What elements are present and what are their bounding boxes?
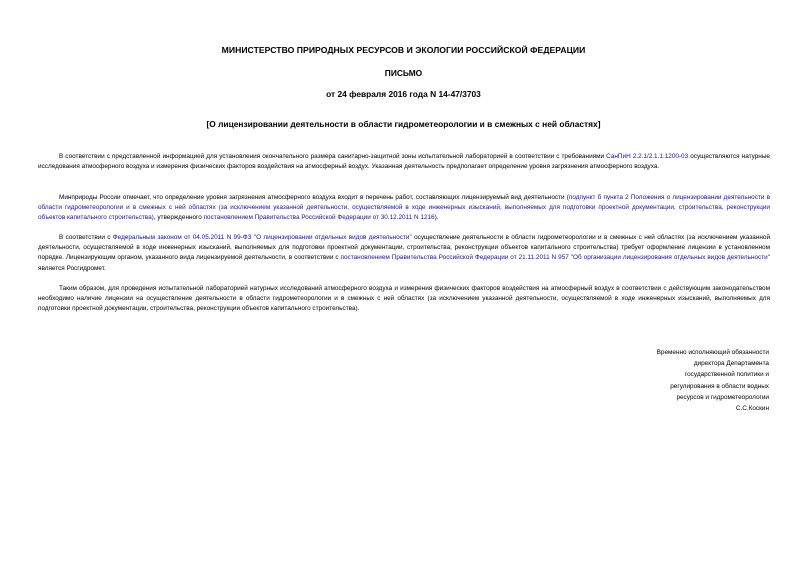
link-government-decree-1216[interactable]: постановлением Правительства Российской Федерации от 30.12.2011 N 1216	[203, 214, 435, 222]
paragraph-4-text: Таким образом, для проведения испытательной лабораторией натурных исследований атмосферного воздуха и измерения физических факторов воздействия на атмосферный воздух в соответствии с действующим законодательством необходимо наличие лицензии на осуществление деятельности в области гидрометеорологии и в смежных с ней областях (за исключением указанной деятельности, осуществляемой в ходе инженерных изысканий, выполняемых для подготовки проектной документации, строительства, реконструкции объектов капитального строительства).	[38, 285, 770, 313]
signature-line: государственной политики и	[684, 371, 769, 379]
link-government-decree-957[interactable]: постановлением Правительства Российской Федерации от 21.11.2011 N 957 "Об организации лицензирования отдельных видов деятельности"	[340, 254, 770, 262]
paragraph-1-text-b: осуществляются натурные исследования атмосферного воздуха и измерения физических факторов воздействия на атмосферный воздух. Указанная деятельность предполагает определение уровня загрязнения атмосферного воздуха.	[38, 153, 770, 171]
link-regulation-subpoint[interactable]: подпункт б пункта 2 Положения о лицензировании деятельности в области гидрометеорологии и в смежных с ней областях (за исключением указанной деятельности, осуществляемой в ходе инженерных изысканий, выполняемых для подготовки проектной документации, строительства, реконструкции объектов капитального строительства)	[38, 194, 770, 222]
paragraph-2-text-a: Минприроды России отмечает, что определение уровня загрязнения атмосферного воздуха входит в перечень работ, составляющих лицензируемый вид деятельности (	[59, 194, 569, 201]
signature-line: регулирования в области водных	[670, 382, 769, 390]
document-type-heading: ПИСЬМО	[384, 68, 423, 78]
ministry-heading: МИНИСТЕРСТВО ПРИРОДНЫХ РЕСУРСОВ И ЭКОЛОГИИ РОССИЙСКОЙ ФЕДЕРАЦИИ	[221, 45, 586, 55]
signature-line: Временно исполняющий обязанности	[656, 349, 769, 356]
paragraph-2	[38, 193, 770, 224]
paragraph-3-text-c: является Росгидромет.	[38, 264, 106, 272]
link-federal-law-99fz[interactable]: Федеральным законом от 04.05.2011 N 99-ФЗ "О лицензировании отдельных видов деятельности"	[112, 234, 412, 241]
document-date-number: от 24 февраля 2016 года N 14-47/3703	[326, 89, 481, 99]
signature-line: ресурсов и гидрометеорологии	[676, 393, 769, 401]
paragraph-3-text-a: В соответствии с	[59, 234, 113, 241]
signature-line: директора Департамента	[693, 360, 769, 368]
paragraph-3-text-b: осуществление деятельности в области гидрометеорологии и в смежных с ней областях (за исключением указанной деятельности, осуществляемой в ходе инженерных изысканий, выполняемых для подготовки проектной документации, строительства, реконструкции объектов капитального строительства) требует оформление лицензии в установленном порядке. Лицензирующим органом, указанного вида лицензируемой деятельности, в соответствии с	[38, 234, 771, 262]
paragraph-2-text-c: ).	[434, 214, 439, 222]
paragraph-2-text-b: , утвержденного	[153, 214, 204, 222]
paragraph-1-text-a: В соответствии с представленной информацией для установления окончательного размера санитарно-защитной зоны испытательной лабораторией в соответствии с требованиями	[59, 153, 607, 160]
paragraph-4	[38, 284, 770, 315]
document-subject: [О лицензировании деятельности в области гидрометеорологии и в смежных с ней областях]	[206, 119, 601, 129]
paragraph-1	[38, 152, 770, 172]
paragraph-3	[38, 233, 770, 274]
link-sanpin[interactable]: СанПиН 2.2.1/2.1.1.1200-03	[606, 153, 689, 160]
signatory-name: С.С.Коскин	[735, 405, 769, 413]
signature-block	[569, 347, 769, 414]
